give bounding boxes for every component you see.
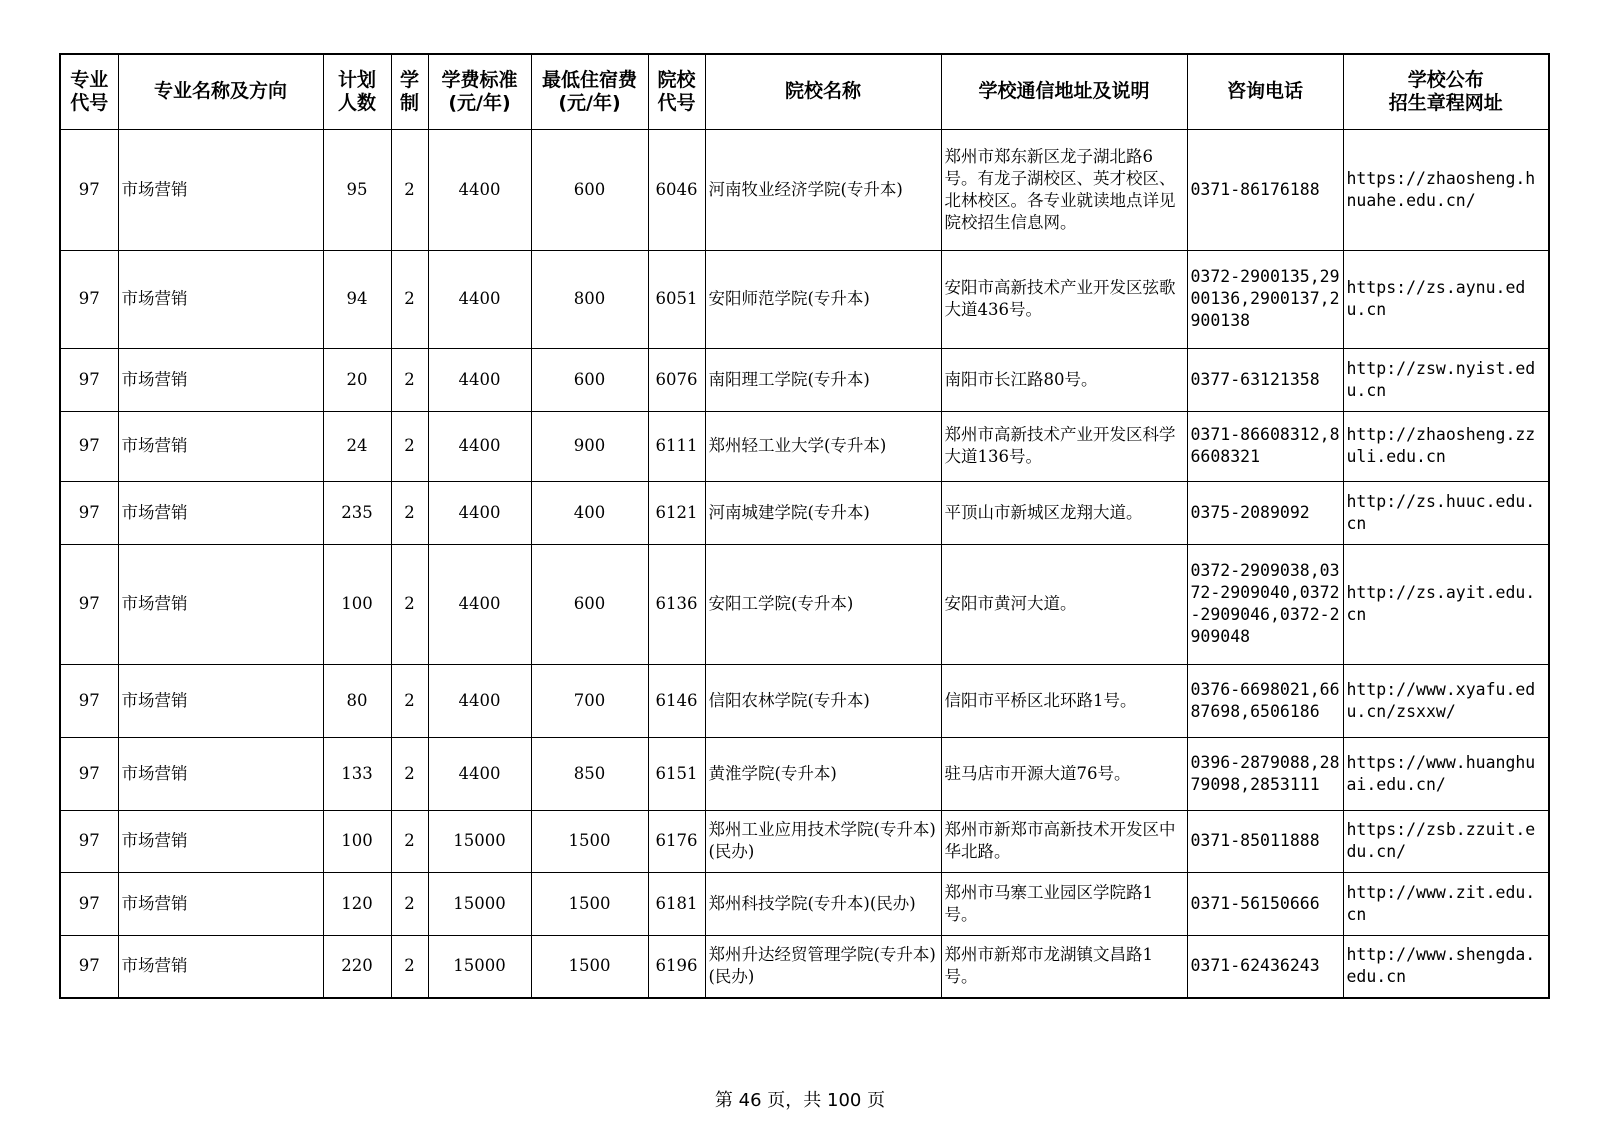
cell-url: https://zs.aynu.edu.cn bbox=[1343, 250, 1549, 348]
cell-url: https://zsb.zzuit.edu.cn/ bbox=[1343, 810, 1549, 872]
cell-school-code: 6176 bbox=[648, 810, 705, 872]
cell-address: 郑州市高新技术产业开发区科学大道136号。 bbox=[941, 411, 1187, 481]
cell-school-code: 6181 bbox=[648, 872, 705, 935]
header-plan-line: 人数 bbox=[337, 91, 376, 114]
cell-phone: 0376-6698021,6687698,6506186 bbox=[1187, 664, 1343, 737]
cell-plan: 133 bbox=[323, 737, 391, 810]
cell-major-code: 97 bbox=[60, 250, 118, 348]
cell-plan: 235 bbox=[323, 481, 391, 544]
cell-tuition: 4400 bbox=[428, 664, 531, 737]
cell-tuition: 4400 bbox=[428, 348, 531, 411]
cell-school-code: 6121 bbox=[648, 481, 705, 544]
cell-url: http://zhaosheng.zzuli.edu.cn bbox=[1343, 411, 1549, 481]
cell-tuition: 4400 bbox=[428, 481, 531, 544]
cell-major-name: 市场营销 bbox=[118, 935, 323, 998]
cell-plan: 100 bbox=[323, 810, 391, 872]
cell-years: 2 bbox=[391, 481, 428, 544]
table-row bbox=[60, 872, 1549, 935]
header-phone bbox=[1187, 54, 1343, 129]
cell-dorm: 800 bbox=[531, 250, 648, 348]
cell-address: 驻马店市开源大道76号。 bbox=[941, 737, 1187, 810]
cell-major-code: 97 bbox=[60, 664, 118, 737]
cell-school-name: 郑州轻工业大学(专升本) bbox=[705, 411, 941, 481]
cell-address: 安阳市高新技术产业开发区弦歌大道436号。 bbox=[941, 250, 1187, 348]
table-row bbox=[60, 250, 1549, 348]
cell-major-name: 市场营销 bbox=[118, 129, 323, 250]
cell-school-name: 信阳农林学院(专升本) bbox=[705, 664, 941, 737]
header-tuition-line: 学费标准 bbox=[441, 68, 518, 91]
table-row bbox=[60, 935, 1549, 998]
header-tuition-line: (元/年) bbox=[448, 91, 511, 114]
cell-tuition: 4400 bbox=[428, 737, 531, 810]
header-school-code-line: 代号 bbox=[657, 91, 696, 114]
cell-major-name: 市场营销 bbox=[118, 348, 323, 411]
header-url-line: 学校公布 bbox=[1407, 68, 1484, 91]
cell-plan: 94 bbox=[323, 250, 391, 348]
header-school-name-line: 院校名称 bbox=[784, 80, 861, 103]
header-major-code bbox=[60, 54, 118, 129]
header-school-code bbox=[648, 54, 705, 129]
cell-major-code: 97 bbox=[60, 737, 118, 810]
header-url bbox=[1343, 54, 1549, 129]
cell-school-name: 郑州科技学院(专升本)(民办) bbox=[705, 872, 941, 935]
cell-tuition: 4400 bbox=[428, 544, 531, 664]
cell-years: 2 bbox=[391, 935, 428, 998]
cell-school-name: 安阳师范学院(专升本) bbox=[705, 250, 941, 348]
cell-plan: 100 bbox=[323, 544, 391, 664]
page-footer bbox=[0, 1086, 1600, 1112]
footer-prefix: 第 bbox=[714, 1090, 739, 1111]
cell-years: 2 bbox=[391, 250, 428, 348]
cell-plan: 95 bbox=[323, 129, 391, 250]
cell-years: 2 bbox=[391, 810, 428, 872]
header-address bbox=[941, 54, 1187, 129]
cell-url: https://zhaosheng.hnuahe.edu.cn/ bbox=[1343, 129, 1549, 250]
cell-dorm: 600 bbox=[531, 129, 648, 250]
total-page-number: 100 bbox=[827, 1090, 862, 1111]
cell-major-name: 市场营销 bbox=[118, 872, 323, 935]
table-row bbox=[60, 544, 1549, 664]
header-major-code-line: 专业 bbox=[70, 68, 109, 91]
cell-school-name: 安阳工学院(专升本) bbox=[705, 544, 941, 664]
header-plan bbox=[323, 54, 391, 129]
header-tuition bbox=[428, 54, 531, 129]
cell-plan: 80 bbox=[323, 664, 391, 737]
cell-school-code: 6076 bbox=[648, 348, 705, 411]
cell-phone: 0371-86608312,86608321 bbox=[1187, 411, 1343, 481]
header-major-code-line: 代号 bbox=[70, 91, 109, 114]
cell-school-name: 郑州升达经贸管理学院(专升本)(民办) bbox=[705, 935, 941, 998]
table-row bbox=[60, 737, 1549, 810]
table-header-row bbox=[60, 54, 1549, 129]
cell-dorm: 1500 bbox=[531, 935, 648, 998]
table-row bbox=[60, 481, 1549, 544]
table-row bbox=[60, 810, 1549, 872]
cell-phone: 0372-2909038,0372-2909040,0372-2909046,0372-2909048 bbox=[1187, 544, 1343, 664]
cell-major-code: 97 bbox=[60, 935, 118, 998]
cell-phone: 0372-2900135,2900136,2900137,2900138 bbox=[1187, 250, 1343, 348]
cell-major-name: 市场营销 bbox=[118, 250, 323, 348]
footer-middle: 页，共 bbox=[761, 1090, 827, 1111]
cell-school-name: 郑州工业应用技术学院(专升本)(民办) bbox=[705, 810, 941, 872]
cell-phone: 0377-63121358 bbox=[1187, 348, 1343, 411]
cell-dorm: 850 bbox=[531, 737, 648, 810]
cell-dorm: 900 bbox=[531, 411, 648, 481]
cell-tuition: 4400 bbox=[428, 250, 531, 348]
header-school-name bbox=[705, 54, 941, 129]
cell-dorm: 1500 bbox=[531, 872, 648, 935]
cell-tuition: 15000 bbox=[428, 872, 531, 935]
header-years bbox=[391, 54, 428, 129]
current-page-number: 46 bbox=[738, 1090, 762, 1111]
cell-url: http://www.zit.edu.cn bbox=[1343, 872, 1549, 935]
cell-address: 郑州市新郑市龙湖镇文昌路1号。 bbox=[941, 935, 1187, 998]
header-dorm-line: (元/年) bbox=[558, 91, 621, 114]
cell-phone: 0371-56150666 bbox=[1187, 872, 1343, 935]
cell-years: 2 bbox=[391, 664, 428, 737]
cell-school-code: 6111 bbox=[648, 411, 705, 481]
cell-years: 2 bbox=[391, 737, 428, 810]
cell-school-name: 河南牧业经济学院(专升本) bbox=[705, 129, 941, 250]
table-row bbox=[60, 411, 1549, 481]
cell-url: http://zs.ayit.edu.cn bbox=[1343, 544, 1549, 664]
cell-major-name: 市场营销 bbox=[118, 810, 323, 872]
header-dorm bbox=[531, 54, 648, 129]
cell-major-code: 97 bbox=[60, 544, 118, 664]
header-major-name-line: 专业名称及方向 bbox=[153, 80, 287, 103]
header-phone-line: 咨询电话 bbox=[1226, 80, 1303, 103]
cell-url: http://zsw.nyist.edu.cn bbox=[1343, 348, 1549, 411]
cell-address: 郑州市郑东新区龙子湖北路6号。有龙子湖校区、英才校区、北林校区。各专业就读地点详见院校招生信息网。 bbox=[941, 129, 1187, 250]
header-school-code-line: 院校 bbox=[657, 68, 696, 91]
cell-major-name: 市场营销 bbox=[118, 481, 323, 544]
cell-major-name: 市场营销 bbox=[118, 664, 323, 737]
cell-url: http://zs.huuc.edu.cn bbox=[1343, 481, 1549, 544]
header-plan-line: 计划 bbox=[337, 68, 376, 91]
cell-school-code: 6046 bbox=[648, 129, 705, 250]
cell-tuition: 4400 bbox=[428, 411, 531, 481]
cell-plan: 120 bbox=[323, 872, 391, 935]
cell-years: 2 bbox=[391, 411, 428, 481]
cell-phone: 0371-86176188 bbox=[1187, 129, 1343, 250]
cell-phone: 0396-2879088,2879098,2853111 bbox=[1187, 737, 1343, 810]
cell-address: 平顶山市新城区龙翔大道。 bbox=[941, 481, 1187, 544]
cell-address: 安阳市黄河大道。 bbox=[941, 544, 1187, 664]
cell-major-code: 97 bbox=[60, 481, 118, 544]
cell-address: 南阳市长江路80号。 bbox=[941, 348, 1187, 411]
cell-years: 2 bbox=[391, 544, 428, 664]
cell-phone: 0371-85011888 bbox=[1187, 810, 1343, 872]
cell-dorm: 400 bbox=[531, 481, 648, 544]
cell-url: http://www.shengda.edu.cn bbox=[1343, 935, 1549, 998]
footer-suffix: 页 bbox=[861, 1090, 886, 1111]
cell-major-code: 97 bbox=[60, 872, 118, 935]
cell-years: 2 bbox=[391, 129, 428, 250]
header-dorm-line: 最低住宿费 bbox=[541, 68, 637, 91]
cell-dorm: 600 bbox=[531, 348, 648, 411]
cell-tuition: 15000 bbox=[428, 810, 531, 872]
cell-tuition: 4400 bbox=[428, 129, 531, 250]
cell-plan: 220 bbox=[323, 935, 391, 998]
cell-major-code: 97 bbox=[60, 348, 118, 411]
table-body bbox=[60, 129, 1549, 998]
header-address-line: 学校通信地址及说明 bbox=[978, 80, 1150, 103]
cell-dorm: 600 bbox=[531, 544, 648, 664]
cell-phone: 0371-62436243 bbox=[1187, 935, 1343, 998]
cell-school-name: 南阳理工学院(专升本) bbox=[705, 348, 941, 411]
cell-major-name: 市场营销 bbox=[118, 737, 323, 810]
header-years-line: 制 bbox=[399, 91, 419, 114]
cell-phone: 0375-2089092 bbox=[1187, 481, 1343, 544]
table-row bbox=[60, 129, 1549, 250]
cell-address: 信阳市平桥区北环路1号。 bbox=[941, 664, 1187, 737]
cell-major-name: 市场营销 bbox=[118, 411, 323, 481]
cell-school-code: 6051 bbox=[648, 250, 705, 348]
cell-school-name: 河南城建学院(专升本) bbox=[705, 481, 941, 544]
cell-school-code: 6146 bbox=[648, 664, 705, 737]
header-major-name bbox=[118, 54, 323, 129]
cell-school-code: 6196 bbox=[648, 935, 705, 998]
cell-major-code: 97 bbox=[60, 129, 118, 250]
cell-tuition: 15000 bbox=[428, 935, 531, 998]
header-url-line: 招生章程网址 bbox=[1388, 91, 1503, 114]
cell-school-code: 6151 bbox=[648, 737, 705, 810]
cell-dorm: 700 bbox=[531, 664, 648, 737]
table-row bbox=[60, 664, 1549, 737]
cell-plan: 20 bbox=[323, 348, 391, 411]
cell-major-name: 市场营销 bbox=[118, 544, 323, 664]
cell-address: 郑州市马寨工业园区学院路1号。 bbox=[941, 872, 1187, 935]
cell-url: http://www.xyafu.edu.cn/zsxxw/ bbox=[1343, 664, 1549, 737]
table-row bbox=[60, 348, 1549, 411]
cell-url: https://www.huanghuai.edu.cn/ bbox=[1343, 737, 1549, 810]
cell-years: 2 bbox=[391, 348, 428, 411]
header-years-line: 学 bbox=[399, 68, 419, 91]
cell-school-code: 6136 bbox=[648, 544, 705, 664]
cell-major-code: 97 bbox=[60, 411, 118, 481]
enrollment-table bbox=[59, 53, 1550, 999]
cell-address: 郑州市新郑市高新技术开发区中华北路。 bbox=[941, 810, 1187, 872]
cell-plan: 24 bbox=[323, 411, 391, 481]
cell-dorm: 1500 bbox=[531, 810, 648, 872]
cell-school-name: 黄淮学院(专升本) bbox=[705, 737, 941, 810]
cell-major-code: 97 bbox=[60, 810, 118, 872]
cell-years: 2 bbox=[391, 872, 428, 935]
